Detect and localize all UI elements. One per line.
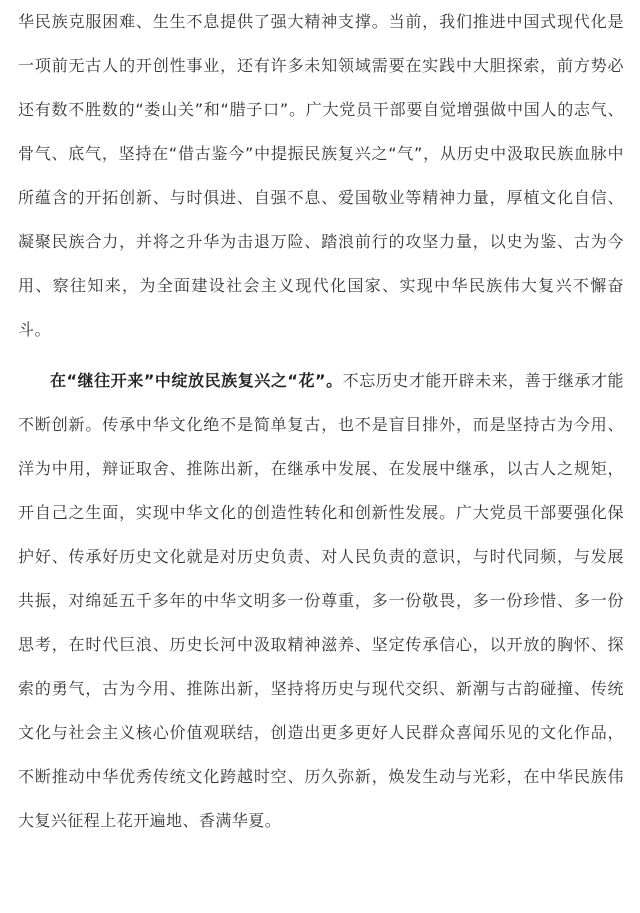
paragraph-text: 华民族克服困难、生生不息提供了强大精神支撑。当前，我们推进中国式现代化是一项前无古人的开创性事业，还有许多未知领域需要在实践中大胆探索，前方势必还有数不胜数的“娄山关”和“腊子口”。广大党员干部要自觉增强做中国人的志气、骨气、底气，坚持在“借古鉴今”中提振民族复兴之“气”，从历史中汲取民族血脉中所蕴含的开拓创新、与时俱进、自强不息、爱国敬业等精神力量，厚植文化自信、凝聚民族合力，并将之升华为击退万险、踏浪前行的攻坚力量，以史为鉴、古为今用、察往知来，为全面建设社会主义现代化国家、实现中华民族伟大复兴不懈奋斗。 xyxy=(18,12,624,339)
article-body xyxy=(18,0,624,843)
paragraph-heritage xyxy=(18,359,624,843)
paragraph-continuation xyxy=(18,0,624,352)
paragraph-text: 不忘历史才能开辟未来，善于继承才能不断创新。传承中华文化绝不是简单复古，也不是盲目排外，而是坚持古为今用、洋为中用，辩证取舍、推陈出新，在继承中发展、在发展中继承，以古人之规矩，开自己之生面，实现中华文化的创造性转化和创新性发展。广大党员干部要强化保护好、传承好历史文化就是对历史负责、对人民负责的意识，与时代同频，与发展共振，对绵延五千多年的中华文明多一份尊重，多一份敬畏，多一份珍惜、多一份思考，在时代巨浪、历史长河中汲取精神滋养、坚定传承信心，以开放的胸怀、探索的勇气，古为今用、推陈出新，坚持将历史与现代交织、新潮与古韵碰撞、传统文化与社会主义核心价值观联结，创造出更多更好人民群众喜闻乐见的文化作品，不断推动中华优秀传统文化跨越时空、历久弥新，焕发生动与光彩，在中华民族伟大复兴征程上花开遍地、香满华夏。 xyxy=(18,371,624,830)
paragraph-lead-heading: 在“继往开来”中绽放民族复兴之“花”。 xyxy=(50,371,343,390)
